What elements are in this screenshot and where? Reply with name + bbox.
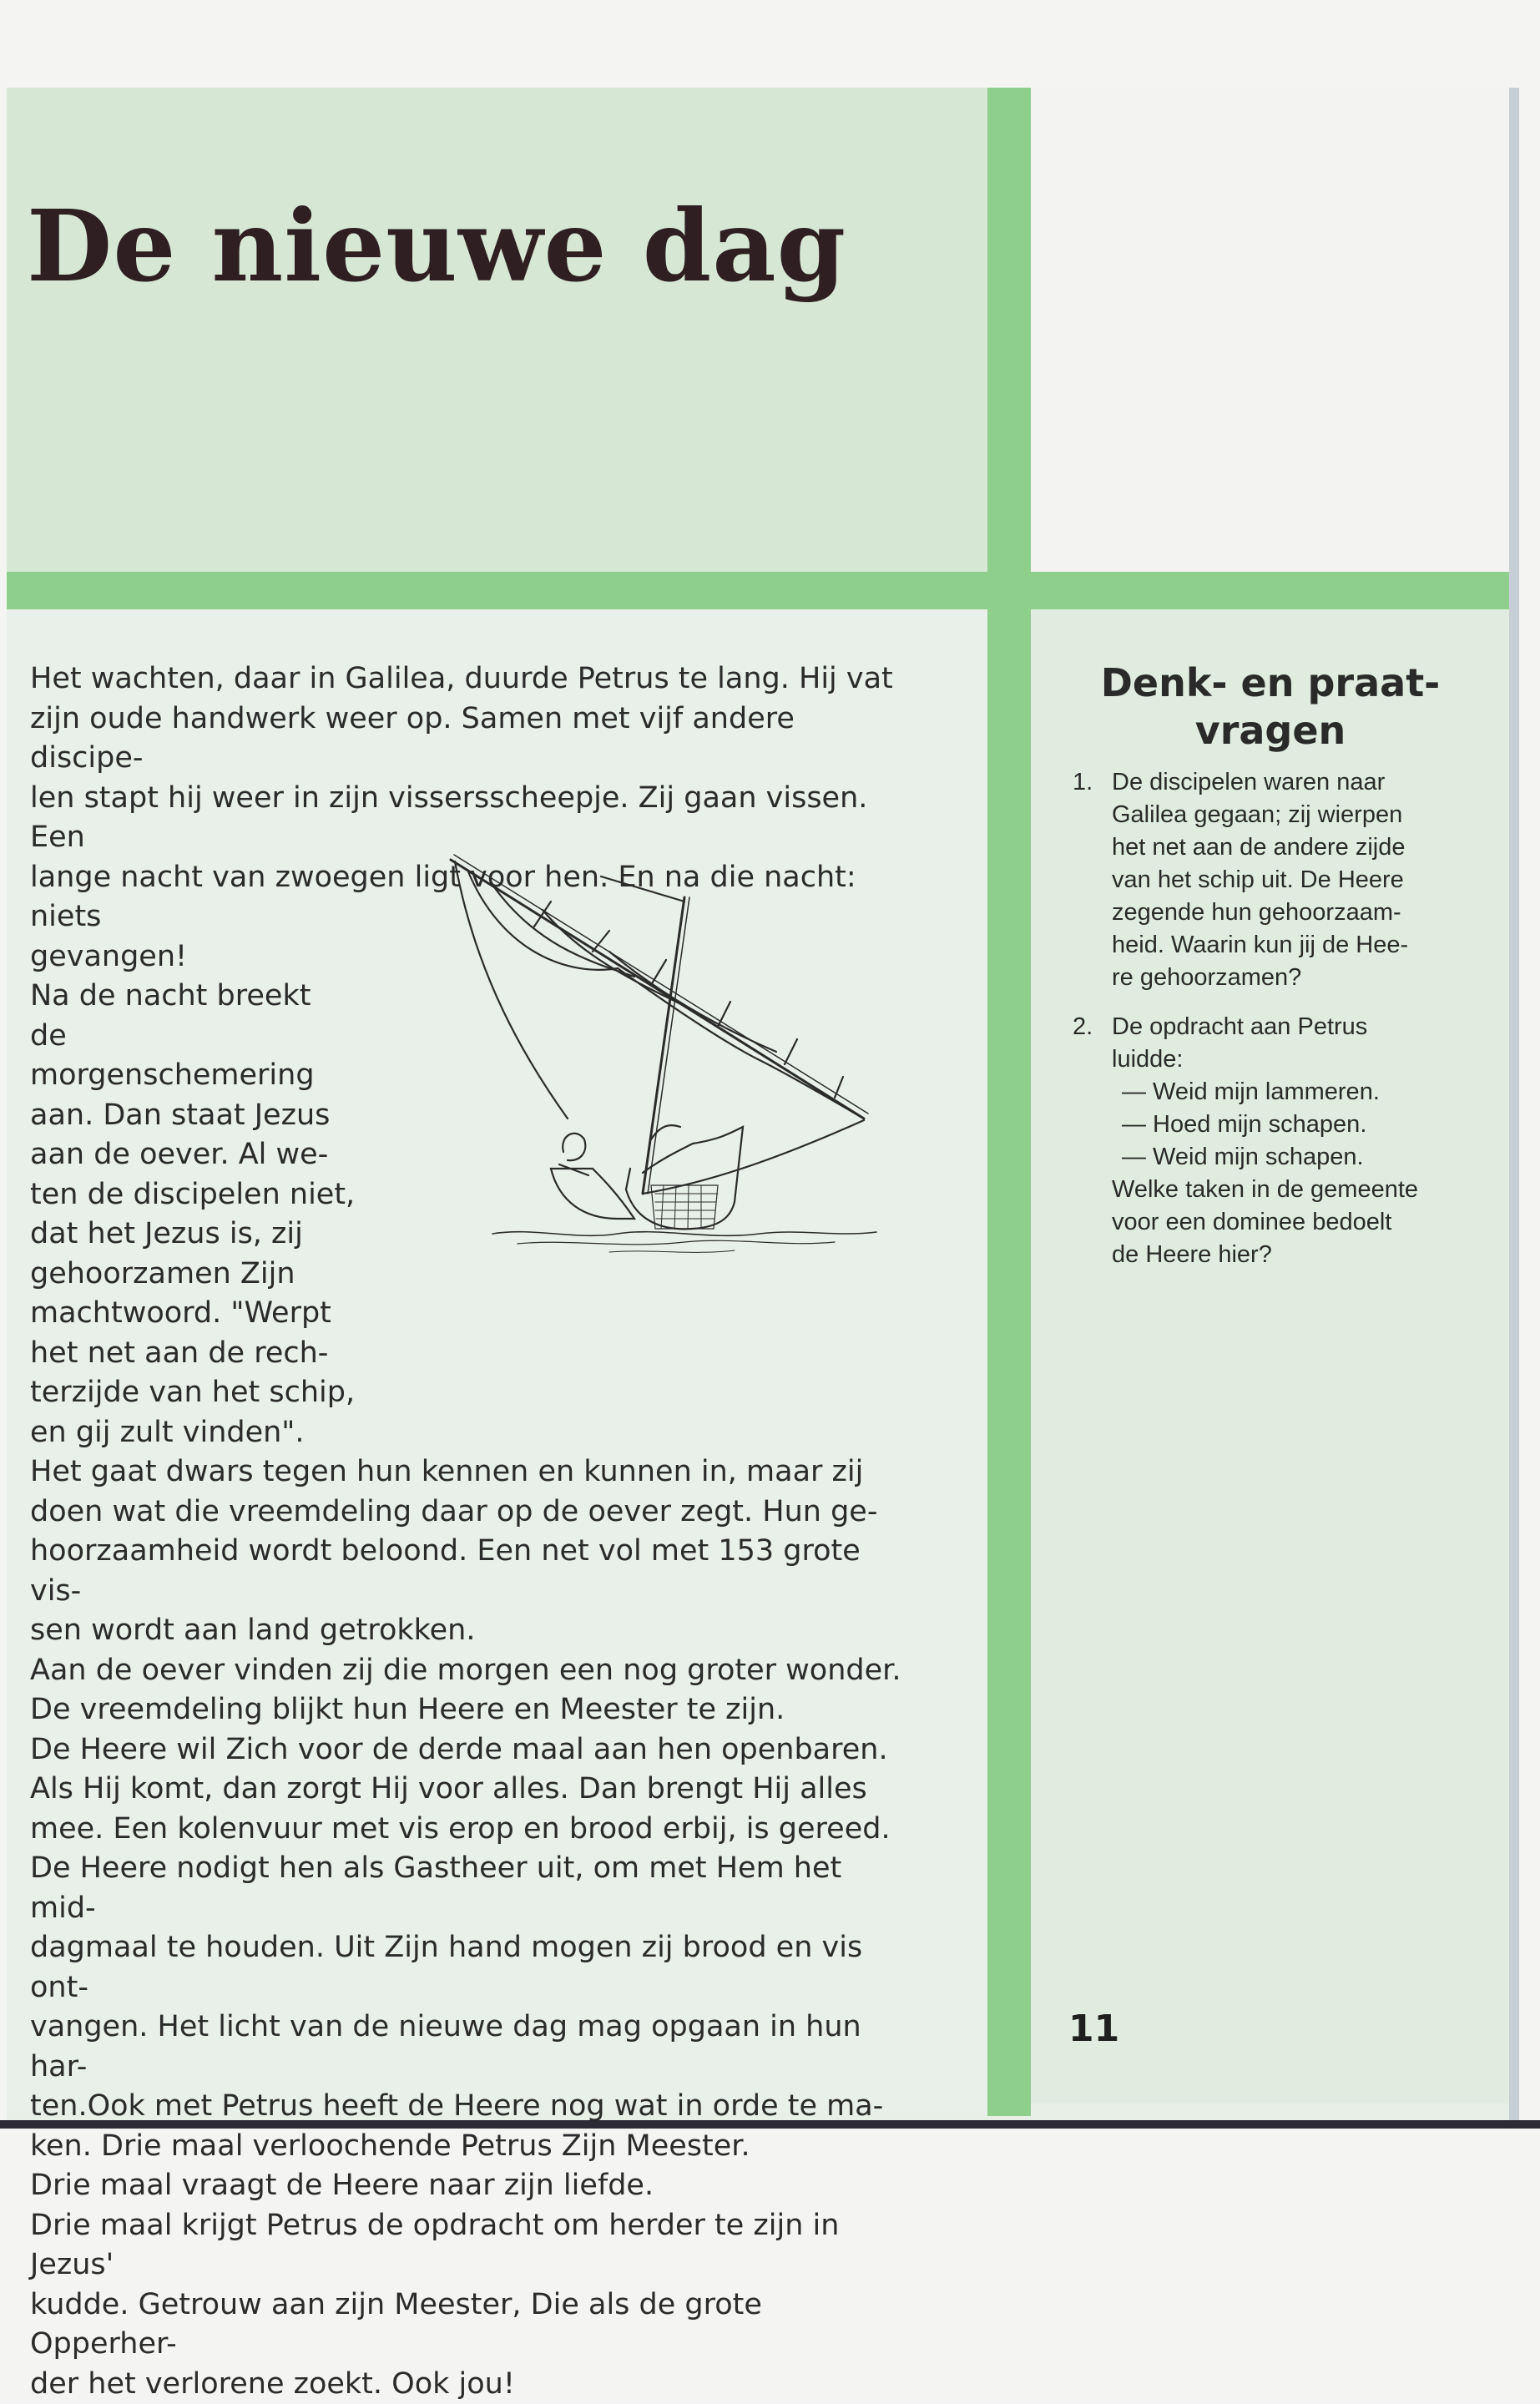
story-line: ten.Ook met Petrus heeft de Heere nog wat in orde te ma- [30,2087,915,2127]
question-line: het net aan de andere zijde [1112,831,1490,864]
fishing-boat-illustration [442,851,893,1269]
page-edge [1509,88,1519,2124]
question-list [1073,766,1490,1288]
story-line: Na de nacht breekt [30,977,360,1017]
page-title: De nieuwe dag [27,188,846,304]
sidebar-title [1053,659,1487,755]
story-line: aan. Dan staat Jezus [30,1096,360,1136]
question-number: 2. [1073,1011,1112,1271]
story-line: doen wat die vreemdeling daar op de oever zegt. Hun ge- [30,1492,915,1533]
question-line: heid. Waarin kun jij de Hee- [1112,929,1490,962]
story-line: ten de discipelen niet, [30,1175,360,1215]
story-line: Als Hij komt, dan zorgt Hij voor alles. Dan brengt Hij alles [30,1770,915,1810]
vertical-green-bar [987,88,1031,2116]
story-line: vangen. Het licht van de nieuwe dag mag opgaan in hun har- [30,2008,915,2087]
story-line: Aan de oever vinden zij die morgen een nog groter wonder. [30,1651,915,1691]
question-line: Welke taken in de gemeente [1112,1174,1490,1206]
story-line: gevangen! [30,937,915,977]
question-line: zegende hun gehoorzaam- [1112,896,1490,929]
question-text [1112,1011,1490,1271]
horizontal-green-bar [7,572,1509,609]
sidebar-title-line: Denk- en praat- [1053,659,1487,707]
story-line: aan de oever. Al we- [30,1135,360,1175]
question-number: 1. [1073,766,1112,994]
question-dash-item: — Hoed mijn schapen. [1112,1109,1490,1141]
title-right-panel [1031,88,1509,572]
question-line: Galilea gegaan; zij wierpen [1112,799,1490,831]
question-item [1073,766,1490,994]
question-line: voor een dominee bedoelt [1112,1206,1490,1239]
sidebar-title-line: vragen [1053,707,1487,755]
story-line: het net aan de rech- [30,1334,360,1374]
story-line: len stapt hij weer in zijn vissersscheepje. Zij gaan vissen. Een [30,779,915,858]
story-line: machtwoord. "Werpt [30,1294,360,1334]
question-line: luidde: [1112,1043,1490,1076]
story-line: De Heere nodigt hen als Gastheer uit, om met Hem het mid- [30,1849,915,1928]
story-line: Drie maal vraagt de Heere naar zijn liefde. [30,2166,915,2206]
story-line: Drie maal krijgt Petrus de opdracht om herder te zijn in Jezus' [30,2206,915,2285]
story-line: Het gaat dwars tegen hun kennen en kunnen in, maar zij [30,1452,915,1492]
story-line: dagmaal te houden. Uit Zijn hand mogen zij brood en vis ont- [30,1928,915,2008]
question-item [1073,1011,1490,1271]
story-line: gehoorzamen Zijn [30,1255,360,1295]
story-line: Het wachten, daar in Galilea, duurde Petrus te lang. Hij vat [30,659,915,699]
story-line: De vreemdeling blijkt hun Heere en Meester te zijn. [30,1690,915,1730]
story-line: terzijde van het schip, [30,1373,360,1413]
question-line: De discipelen waren naar [1112,766,1490,799]
question-dash-item: — Weid mijn schapen. [1112,1141,1490,1174]
story-line: mee. Een kolenvuur met vis erop en brood erbij, is gereed. [30,1810,915,1850]
question-line: van het schip uit. De Heere [1112,864,1490,896]
story-line: sen wordt aan land getrokken. [30,1611,915,1651]
story-wrap-column [30,977,360,1452]
story-line: de morgenschemering [30,1017,360,1096]
story-line: zijn oude handwerk weer op. Samen met vijf andere discipe- [30,699,915,779]
story-line: De Heere wil Zich voor de derde maal aan hen openbaren. [30,1730,915,1770]
question-line: De opdracht aan Petrus [1112,1011,1490,1043]
story-line: en gij zult vinden". [30,1413,360,1453]
question-line: re gehoorzamen? [1112,962,1490,994]
story-line: lange nacht van zwoegen ligt voor hen. En na die nacht: niets [30,858,915,937]
question-text [1112,766,1490,994]
question-line: de Heere hier? [1112,1239,1490,1271]
story-line: der het verlorene zoekt. Ook jou! [30,2365,915,2404]
story-line: kudde. Getrouw aan zijn Meester, Die als de grote Opperher- [30,2285,915,2365]
page-number: 11 [1068,2008,1119,2050]
story-line: dat het Jezus is, zij [30,1215,360,1255]
story-line: ken. Drie maal verloochende Petrus Zijn Meester. [30,2127,915,2167]
title-panel [7,88,987,572]
story-line: hoorzaamheid wordt beloond. Een net vol met 153 grote vis- [30,1532,915,1611]
question-dash-item: — Weid mijn lammeren. [1112,1076,1490,1109]
